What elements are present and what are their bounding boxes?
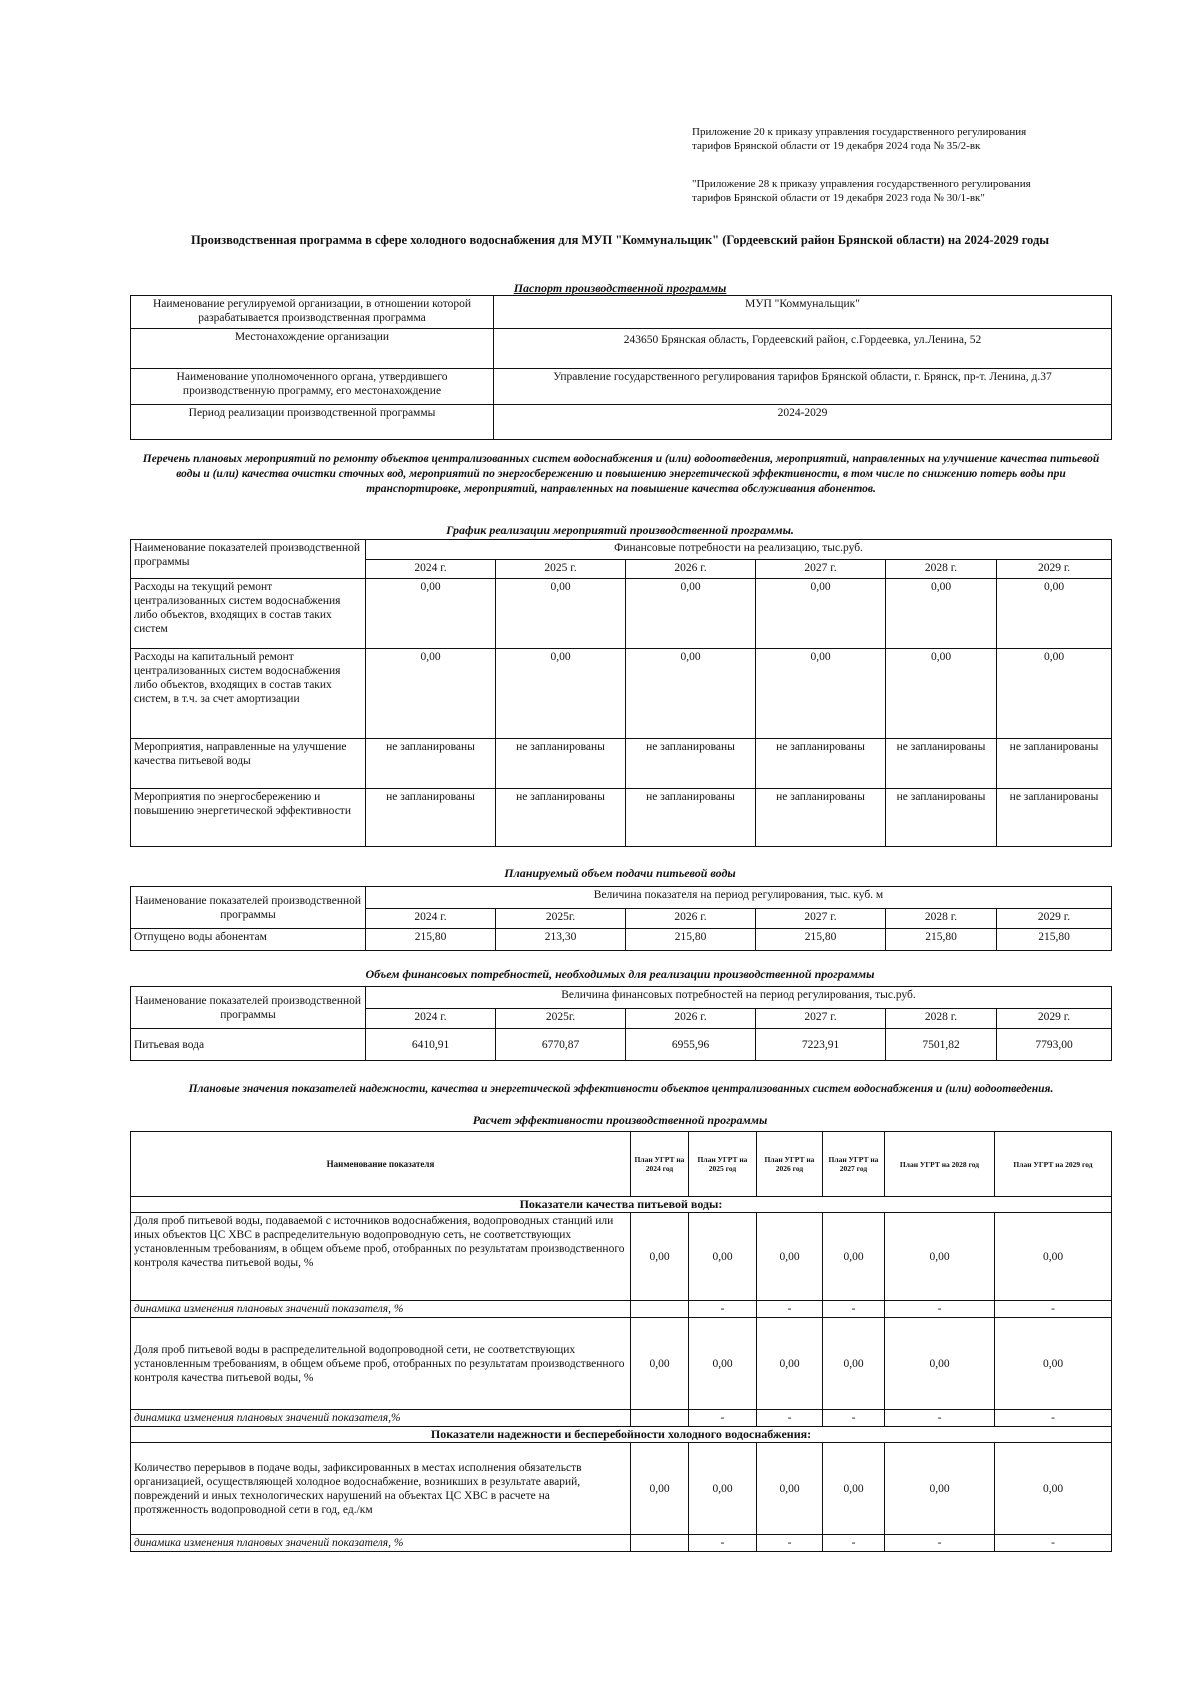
table-cell: не запланированы <box>886 739 997 789</box>
table-row <box>131 1410 1112 1427</box>
table-cell: не запланированы <box>756 789 886 847</box>
table-row <box>131 1132 1112 1197</box>
plan-header: План УГРТ на 2025 год <box>689 1132 757 1197</box>
year-header: 2025 г. <box>496 560 626 579</box>
year-header: 2028 г. <box>886 560 997 579</box>
row-label: Отпущено воды абонентам <box>131 929 366 951</box>
row-label: Расходы на текущий ремонт централизованных систем водоснабжения либо объектов, входящих в состав таких систем <box>131 579 366 649</box>
efficiency-subcaption: Расчет эффективности производственной программы <box>472 1113 768 1127</box>
year-header: 2027 г. <box>756 909 886 929</box>
passport-label: Местонахождение организации <box>131 329 494 369</box>
table-cell: 0,00 <box>997 649 1112 739</box>
table-cell: 0,00 <box>997 579 1112 649</box>
table-row <box>131 1443 1112 1535</box>
table-cell: - <box>689 1535 757 1552</box>
table-cell: 0,00 <box>626 579 756 649</box>
table-cell: не запланированы <box>366 789 496 847</box>
table-cell: - <box>885 1535 995 1552</box>
passport-value: МУП "Коммунальщик" <box>494 296 1112 329</box>
appendix-20-line-2: тарифов Брянской области от 19 декабря 2024 года № 35/2-вк <box>692 140 981 152</box>
table-cell: 0,00 <box>885 1443 995 1535</box>
table-cell: не запланированы <box>626 739 756 789</box>
table-cell: 0,00 <box>886 579 997 649</box>
year-header: 2027 г. <box>756 1009 886 1029</box>
row-label: Расходы на капитальный ремонт централизованных систем водоснабжения либо объектов, входящих в состав таких систем, в т.ч. за счет амортизации <box>131 649 366 739</box>
efficiency-col-header: Наименование показателя <box>131 1132 631 1197</box>
year-header: 2029 г. <box>997 560 1112 579</box>
table-cell: - <box>757 1301 823 1318</box>
table-cell: 0,00 <box>689 1318 757 1410</box>
table-cell: 0,00 <box>366 579 496 649</box>
passport-value: 243650 Брянская область, Гордеевский район, с.Гордеевка, ул.Ленина, 52 <box>494 329 1112 369</box>
table-row <box>131 369 1112 405</box>
table-cell: 0,00 <box>366 649 496 739</box>
table-cell <box>631 1301 689 1318</box>
table-cell: - <box>689 1301 757 1318</box>
table-cell: - <box>995 1301 1112 1318</box>
efficiency-caption: Плановые значения показателей надежности, качества и энергетической эффективности объектов централизованных систем водоснабжения и (или) водоотведения. <box>188 1083 1054 1095</box>
table-row <box>131 789 1112 847</box>
table-cell: 0,00 <box>823 1443 885 1535</box>
table-row <box>131 987 1112 1009</box>
year-header: 2029 г. <box>997 909 1112 929</box>
measures-caption: График реализации мероприятий производственной программы. <box>446 523 794 537</box>
table-cell: 0,00 <box>885 1318 995 1410</box>
measures-col-header: Наименование показателей производственной программы <box>131 540 366 579</box>
table-cell: 0,00 <box>631 1443 689 1535</box>
table-cell: 6770,87 <box>496 1029 626 1061</box>
year-header: 2024 г. <box>366 1009 496 1029</box>
table-row <box>131 1427 1112 1443</box>
table-row <box>131 296 1112 329</box>
plan-header: План УГРТ на 2028 год <box>885 1132 995 1197</box>
plan-header: План УГРТ на 2026 год <box>757 1132 823 1197</box>
measures-intro: Перечень плановых мероприятий по ремонту объектов централизованных систем водоснабжения и (или) водоотведения, мероприятий, направленных на улучшение качества питьевой воды и (или) качества очистки сточных вод, мероприятий по энергосбережению и повышению энергетической эффективности, в том числе по снижению потерь воды при транспортировке, мероприятий, направленных на повышение качества обслуживания абонентов. <box>142 453 1100 495</box>
row-label: Мероприятия, направленные на улучшение качества питьевой воды <box>131 739 366 789</box>
year-header: 2029 г. <box>997 1009 1112 1029</box>
table-cell: 0,00 <box>631 1213 689 1301</box>
dynamics-label: динамика изменения плановых значений показателя, % <box>131 1301 631 1318</box>
table-cell: - <box>823 1301 885 1318</box>
table-cell: не запланированы <box>997 789 1112 847</box>
table-cell: 215,80 <box>626 929 756 951</box>
table-cell: - <box>885 1301 995 1318</box>
table-cell: - <box>995 1410 1112 1427</box>
table-row <box>131 887 1112 909</box>
supply-caption: Планируемый объем подачи питьевой воды <box>504 866 736 880</box>
year-header: 2027 г. <box>756 560 886 579</box>
table-cell: не запланированы <box>366 739 496 789</box>
table-cell: 0,00 <box>689 1213 757 1301</box>
table-cell: не запланированы <box>756 739 886 789</box>
table-cell: не запланированы <box>496 789 626 847</box>
table-row <box>131 1318 1112 1410</box>
passport-label: Наименование уполномоченного органа, утвердившего производственную программу, его местонахождение <box>131 369 494 405</box>
dynamics-label: динамика изменения плановых значений показателя, % <box>131 1535 631 1552</box>
table-cell: - <box>689 1410 757 1427</box>
row-label: Доля проб питьевой воды, подаваемой с источников водоснабжения, водопроводных станций или иных объектов ЦС ХВС в распределительную водопроводную сеть, не соответствующих установленным требованиям, в общем объеме проб, отобранных по результатам производственного контроля качества питьевой воды, % <box>131 1213 631 1301</box>
table-cell: - <box>823 1535 885 1552</box>
table-cell: 0,00 <box>885 1213 995 1301</box>
table-cell: 0,00 <box>756 649 886 739</box>
supply-table <box>130 886 1112 951</box>
year-header: 2028 г. <box>886 909 997 929</box>
passport-table <box>130 295 1112 440</box>
table-row <box>131 1301 1112 1318</box>
table-cell: 0,00 <box>631 1318 689 1410</box>
table-row <box>131 540 1112 560</box>
table-cell: 0,00 <box>689 1443 757 1535</box>
year-header: 2026 г. <box>626 1009 756 1029</box>
table-cell: 0,00 <box>995 1443 1112 1535</box>
table-cell: 0,00 <box>757 1318 823 1410</box>
passport-label: Наименование регулируемой организации, в отношении которой разрабатывается производственная программа <box>131 296 494 329</box>
passport-caption: Паспорт производственной программы <box>513 281 727 295</box>
passport-value: 2024-2029 <box>494 405 1112 440</box>
table-cell: 215,80 <box>366 929 496 951</box>
section-quality-title: Показатели качества питьевой воды: <box>131 1197 1112 1213</box>
table-row <box>131 1213 1112 1301</box>
table-cell: - <box>995 1535 1112 1552</box>
table-cell: - <box>823 1410 885 1427</box>
table-cell: 0,00 <box>757 1443 823 1535</box>
table-cell: 0,00 <box>496 579 626 649</box>
row-label: Мероприятия по энергосбережению и повышению энергетической эффективности <box>131 789 366 847</box>
year-header: 2025г. <box>496 909 626 929</box>
row-label: Питьевая вода <box>131 1029 366 1061</box>
appendix-28-line-2: тарифов Брянской области от 19 декабря 2023 года № 30/1-вк" <box>692 192 985 204</box>
table-cell: 0,00 <box>626 649 756 739</box>
table-cell: 7501,82 <box>886 1029 997 1061</box>
plan-header: План УГРТ на 2027 год <box>823 1132 885 1197</box>
table-row <box>131 1197 1112 1213</box>
table-cell <box>631 1410 689 1427</box>
finance-caption: Объем финансовых потребностей, необходимых для реализации производственной программы <box>365 967 875 981</box>
row-label: Доля проб питьевой воды в распределительной водопроводной сети, не соответствующих установленным требованиям, в общем объеме проб, отобранных по результатам производственного контроля качества питьевой воды, % <box>131 1318 631 1410</box>
appendix-20-line-1: Приложение 20 к приказу управления государственного регулирования <box>692 126 1027 138</box>
table-cell: 215,80 <box>997 929 1112 951</box>
plan-header: План УГРТ на 2029 год <box>995 1132 1112 1197</box>
table-cell: 0,00 <box>756 579 886 649</box>
finance-table <box>130 986 1112 1061</box>
passport-label: Период реализации производственной программы <box>131 405 494 440</box>
table-cell: 6410,91 <box>366 1029 496 1061</box>
appendix-28-note <box>692 177 1132 205</box>
table-cell: - <box>757 1410 823 1427</box>
finance-group-header: Величина финансовых потребностей на период регулирования, тыс.руб. <box>366 987 1112 1009</box>
table-cell <box>631 1535 689 1552</box>
appendix-20-note <box>692 125 1132 153</box>
table-row <box>131 1535 1112 1552</box>
year-header: 2024 г. <box>366 560 496 579</box>
table-cell: 215,80 <box>886 929 997 951</box>
table-cell: 6955,96 <box>626 1029 756 1061</box>
year-header: 2028 г. <box>886 1009 997 1029</box>
page-title: Производственная программа в сфере холодного водоснабжения для МУП "Коммунальщик" (Гордеевский район Брянской области) на 2024-2029 годы <box>190 233 1050 247</box>
table-row <box>131 329 1112 369</box>
table-cell: 0,00 <box>823 1213 885 1301</box>
table-cell: не запланированы <box>886 789 997 847</box>
table-cell: 0,00 <box>757 1213 823 1301</box>
table-cell: 0,00 <box>496 649 626 739</box>
table-cell: - <box>757 1535 823 1552</box>
measures-group-header: Финансовые потребности на реализацию, тыс.руб. <box>366 540 1112 560</box>
table-cell: не запланированы <box>626 789 756 847</box>
table-cell: 213,30 <box>496 929 626 951</box>
table-cell: 0,00 <box>823 1318 885 1410</box>
table-row <box>131 649 1112 739</box>
year-header: 2024 г. <box>366 909 496 929</box>
finance-col-header: Наименование показателей производственной программы <box>131 987 366 1029</box>
passport-value: Управление государственного регулирования тарифов Брянской области, г. Брянск, пр-т. Ленина, д.37 <box>494 369 1112 405</box>
table-cell: не запланированы <box>997 739 1112 789</box>
table-row <box>131 1029 1112 1061</box>
table-cell: не запланированы <box>496 739 626 789</box>
dynamics-label: динамика изменения плановых значений показателя,% <box>131 1410 631 1427</box>
table-cell: 0,00 <box>995 1213 1112 1301</box>
table-cell: 0,00 <box>995 1318 1112 1410</box>
section-reliability-title: Показатели надежности и бесперебойности холодного водоснабжения: <box>131 1427 1112 1443</box>
table-row <box>131 579 1112 649</box>
measures-table <box>130 539 1112 847</box>
appendix-28-line-1: "Приложение 28 к приказу управления государственного регулирования <box>692 178 1031 190</box>
supply-col-header: Наименование показателей производственной программы <box>131 887 366 929</box>
table-row <box>131 739 1112 789</box>
plan-header: План УГРТ на 2024 год <box>631 1132 689 1197</box>
efficiency-table <box>130 1131 1112 1552</box>
table-cell: 7793,00 <box>997 1029 1112 1061</box>
table-row <box>131 405 1112 440</box>
year-header: 2025г. <box>496 1009 626 1029</box>
year-header: 2026 г. <box>626 560 756 579</box>
supply-group-header: Величина показателя на период регулирования, тыс. куб. м <box>366 887 1112 909</box>
table-cell: - <box>885 1410 995 1427</box>
table-row <box>131 929 1112 951</box>
table-cell: 7223,91 <box>756 1029 886 1061</box>
year-header: 2026 г. <box>626 909 756 929</box>
table-cell: 215,80 <box>756 929 886 951</box>
row-label: Количество перерывов в подаче воды, зафиксированных в местах исполнения обязательств организацией, осуществляющей холодное водоснабжение, возникших в результате аварий, повреждений и иных технологических нарушений на объектах ЦС ХВС в расчете на протяженность водопроводной сети в год, ед./км <box>131 1443 631 1535</box>
table-cell: 0,00 <box>886 649 997 739</box>
